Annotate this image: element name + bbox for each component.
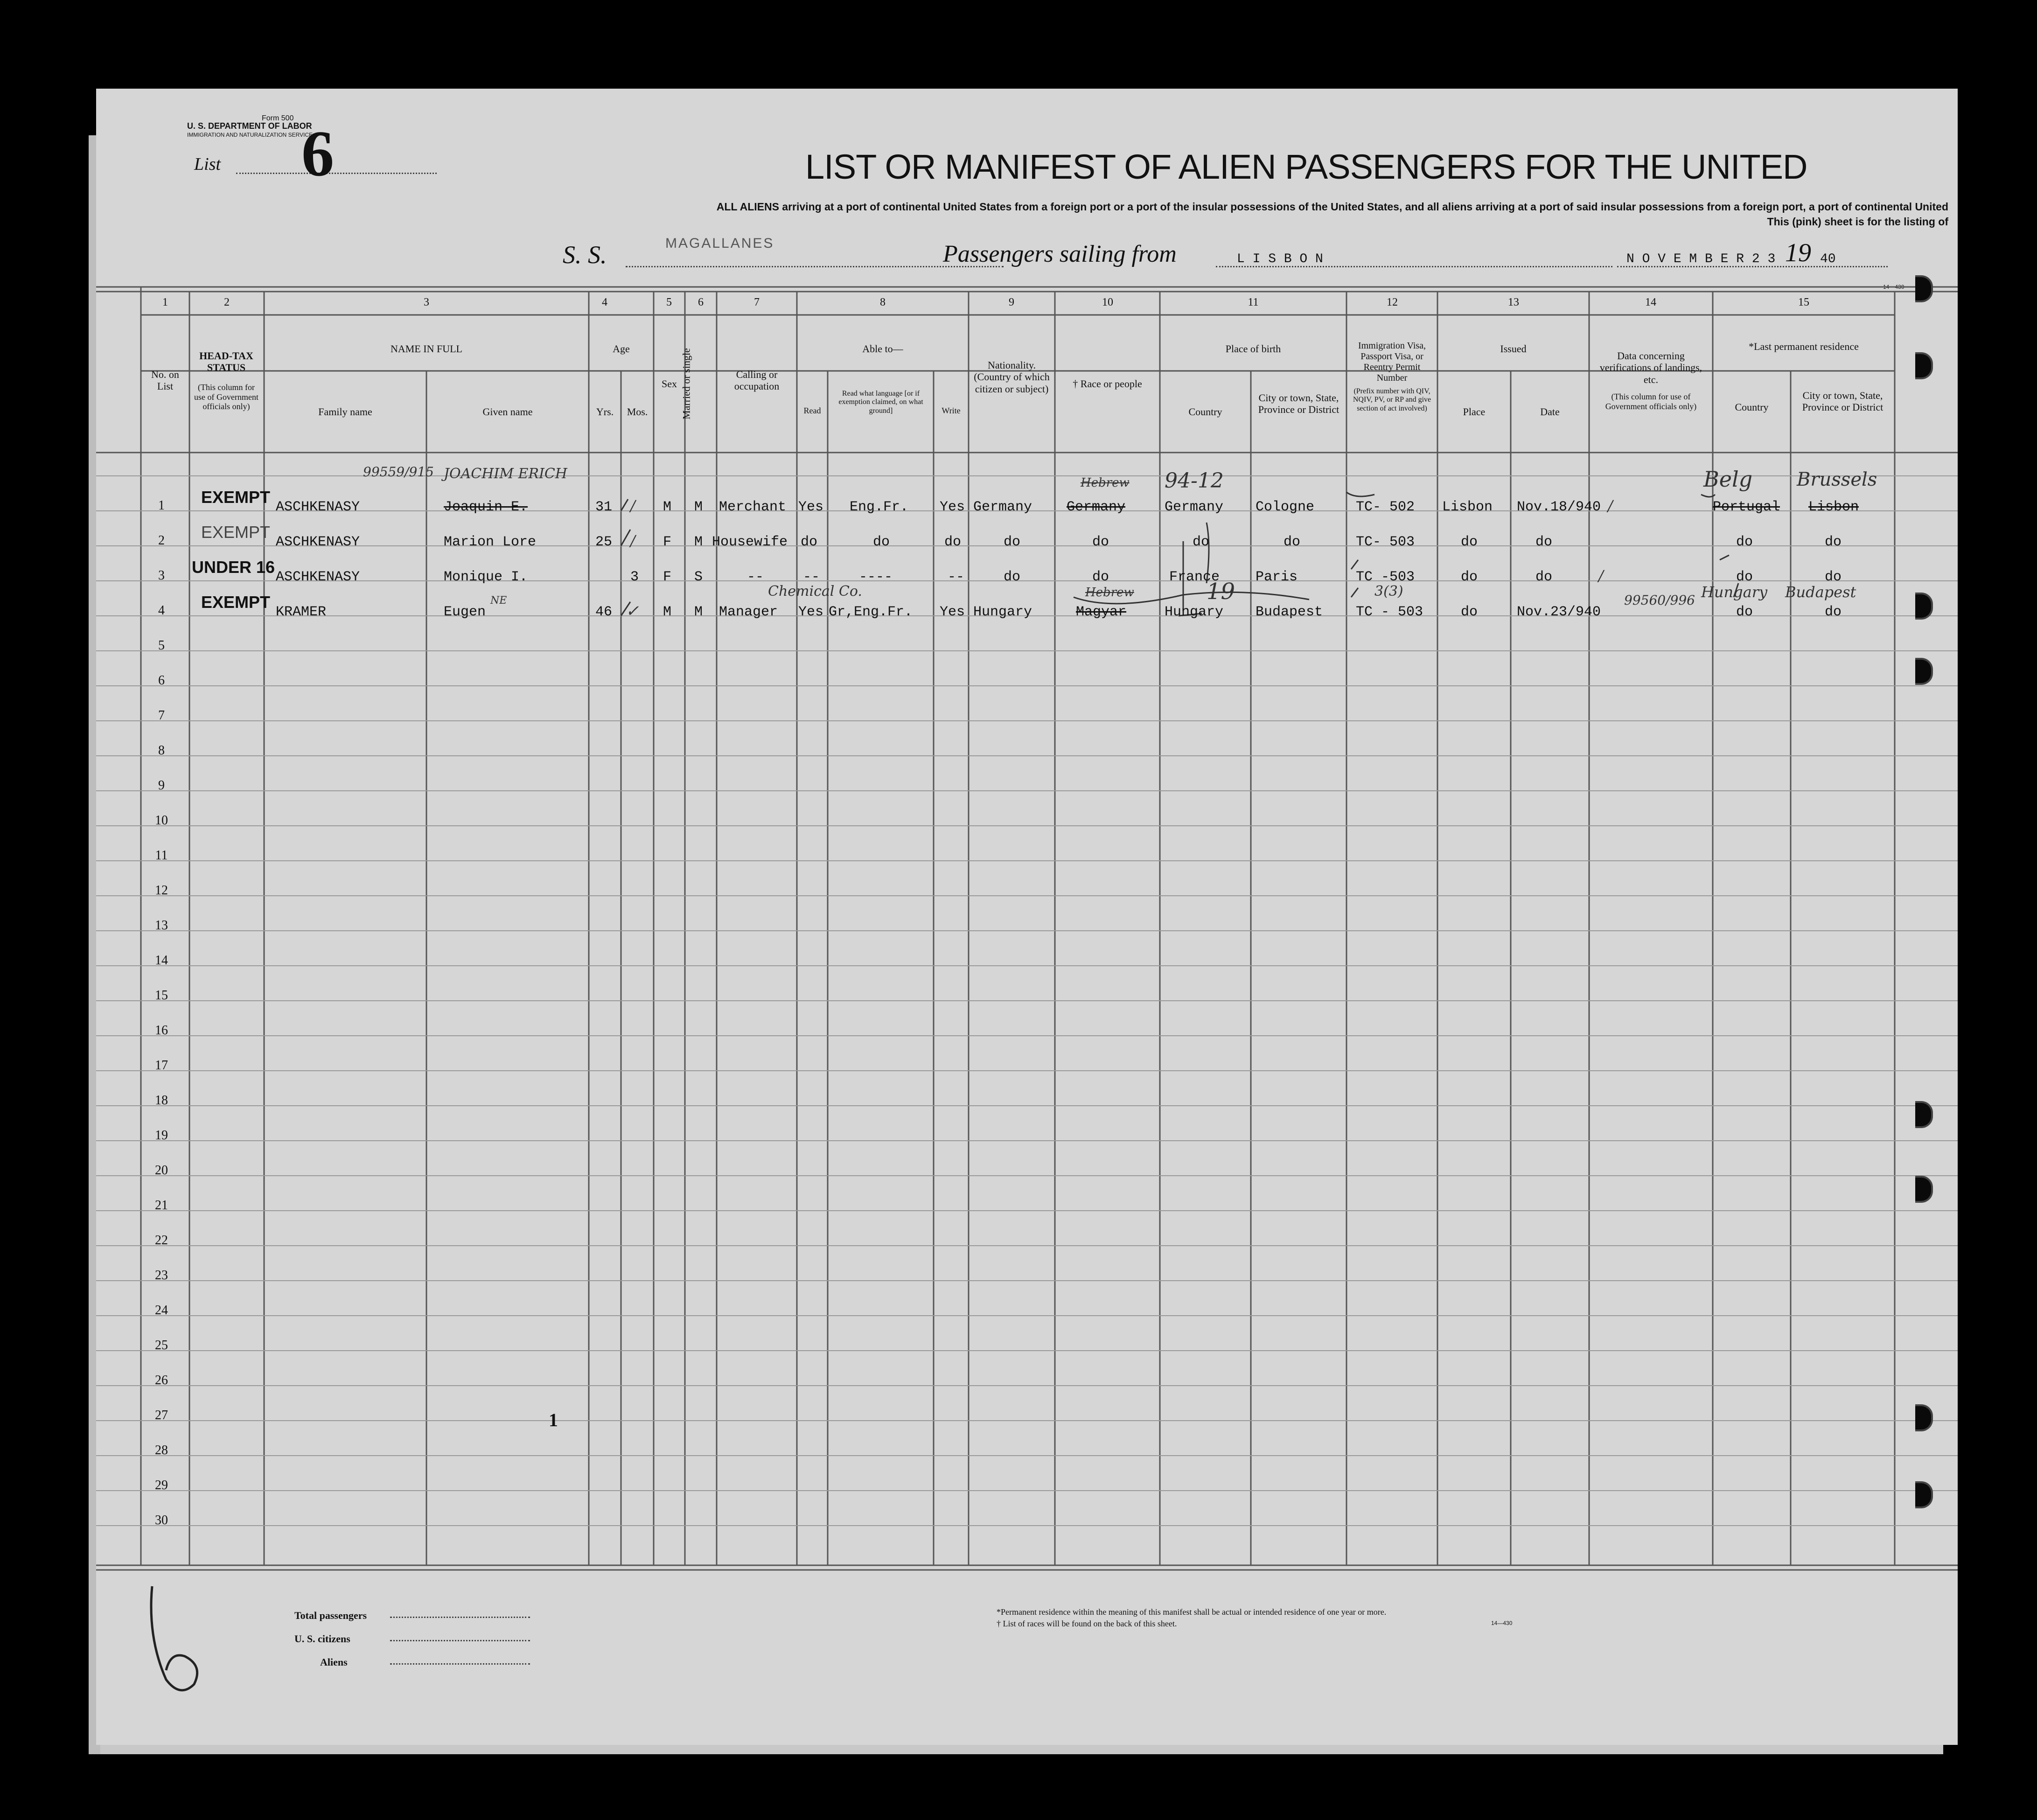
issued-date: Nov.23/940 [1517, 604, 1601, 620]
header-sex: Sex [662, 378, 677, 390]
read-language: ---- [859, 569, 893, 585]
header-visa: Immigration Visa, Passport Visa, or Reentry Permit Number [1358, 341, 1426, 383]
col-number: 7 [754, 296, 760, 308]
race-note: Hebrew [1085, 586, 1134, 600]
marital-status: S [694, 569, 703, 585]
header-nationality: Nationality. (Country of which citizen or subject) [974, 359, 1050, 395]
occupation: -- [747, 569, 764, 585]
sex: M [663, 604, 672, 620]
footnote-races: † List of races will be found on the back of this sheet. [997, 1619, 1177, 1628]
line-number: 8 [158, 743, 165, 758]
line-number: 10 [155, 813, 168, 828]
ship-name: MAGALLANES [665, 236, 774, 251]
col-number: 2 [224, 296, 230, 308]
birth-city: Paris [1256, 569, 1298, 585]
col-number: 15 [1798, 296, 1809, 308]
col-number: 10 [1102, 296, 1113, 308]
year-suffix: 40 [1820, 252, 1836, 266]
visa-number: TC -503 [1356, 569, 1415, 585]
date-month: N O V E M B E R 2 3 [1626, 252, 1776, 266]
margin-handwritten-number [133, 1582, 227, 1703]
read-language: do [873, 534, 890, 550]
header-yrs: Yrs. [596, 406, 614, 418]
list-number: 6 [301, 118, 334, 190]
col-number: 4 [602, 296, 607, 308]
header-family-name: Family name [318, 406, 372, 418]
header-age: Age [613, 343, 630, 355]
line-number: 16 [155, 1023, 168, 1038]
footer-code: 14—430 [1491, 1620, 1513, 1626]
race: Magyar [1076, 604, 1127, 620]
visa-number: TC- 503 [1356, 534, 1415, 550]
header-res-city: City or town, State, Province or District [1802, 390, 1884, 413]
manifest-sheet [96, 89, 1958, 1745]
year-prefix: 19 [1785, 238, 1811, 267]
check-mark: / [630, 532, 635, 550]
line-number: 13 [155, 918, 168, 933]
can-read: Yes [798, 604, 824, 620]
col-number: 12 [1387, 296, 1398, 308]
can-read: -- [803, 569, 820, 585]
line-number: 20 [155, 1163, 168, 1178]
header-read-lang: Read what language [or if exemption claimed, on what ground] [838, 390, 923, 415]
form-number: Form 500 [262, 114, 294, 122]
header-issued: Issued [1500, 343, 1527, 355]
can-write: -- [948, 569, 965, 585]
header-res-country: Country [1735, 401, 1769, 413]
header-head-tax-note: (This column for use of Government officials only) [194, 383, 258, 411]
issued-place: do [1461, 604, 1478, 620]
family-name: ASCHKENASY [276, 499, 360, 515]
birth-country: France [1169, 569, 1220, 585]
sailing-label: Passengers sailing from [943, 241, 1177, 267]
line-number: 19 [155, 1128, 168, 1143]
header-mos: Mos. [627, 406, 648, 418]
occupation-note: Chemical Co. [768, 583, 862, 600]
occupation: Merchant [719, 499, 787, 515]
header-read: Read [803, 406, 821, 415]
birth-city: Budapest [1256, 604, 1323, 620]
birth-city: Cologne [1256, 499, 1315, 515]
age-years: 31 [595, 499, 613, 515]
issued-date: do [1535, 534, 1553, 550]
age-months: 3 [630, 569, 639, 585]
sex: F [663, 534, 672, 550]
given-name: Joaquin E. [444, 499, 528, 515]
residence-city-correction: Budapest [1785, 583, 1856, 601]
header-married: Married or single [680, 348, 692, 420]
line-number: 1 [158, 498, 165, 513]
header-residence: *Last permanent residence [1749, 341, 1859, 352]
header-given-name: Given name [482, 406, 533, 418]
visa-number: TC - 503 [1356, 604, 1423, 620]
line-number: 27 [155, 1408, 168, 1423]
nationality: Hungary [973, 604, 1032, 620]
line-number: 18 [155, 1093, 168, 1108]
can-write: Yes [940, 499, 965, 515]
col-number: 6 [698, 296, 704, 308]
header-calling: Calling or occupation [734, 369, 780, 392]
col-number: 1 [162, 296, 168, 308]
residence-city: Lisbon [1808, 499, 1859, 515]
header-able-to: Able to— [862, 343, 903, 355]
issued-place: do [1461, 569, 1478, 585]
age-years: 46 [595, 604, 613, 620]
line-number: 17 [155, 1058, 168, 1073]
sex: M [663, 499, 672, 515]
birth-city: do [1284, 534, 1301, 550]
birth-country: Germany [1165, 499, 1224, 515]
race-note: Hebrew [1081, 476, 1130, 490]
nationality: do [1004, 569, 1021, 585]
col-number: 13 [1508, 296, 1519, 308]
birth-country: do [1193, 534, 1210, 550]
check-mark: ✓ [626, 602, 639, 621]
check-mark: / [1608, 497, 1613, 515]
header-pob-country: Country [1188, 406, 1222, 418]
line-number: 30 [155, 1513, 168, 1527]
head-tax-stamp: EXEMPT [201, 488, 271, 507]
line-number: 23 [155, 1268, 168, 1283]
check-mark: / [1598, 567, 1604, 585]
line-number: 21 [155, 1198, 168, 1213]
given-name-correction: JOACHIM ERICH [444, 466, 567, 482]
page-title: LIST OR MANIFEST OF ALIEN PASSENGERS FOR THE UNITED [805, 147, 1807, 186]
residence-country: do [1736, 569, 1753, 585]
col-number: 11 [1248, 296, 1259, 308]
can-read: do [801, 534, 818, 550]
line-number: 7 [158, 708, 165, 723]
line-number: 3 [158, 568, 165, 583]
line-number: 29 [155, 1478, 168, 1492]
head-tax-stamp: UNDER 16 [192, 558, 275, 577]
header-head-tax: HEAD-TAX STATUS [199, 350, 253, 374]
occupation: Manager [719, 604, 778, 620]
col-number: 9 [1009, 296, 1014, 308]
subtitle-2: This (pink) sheet is for the listing of [1767, 216, 1948, 228]
stray-mark: 1 [549, 1409, 558, 1430]
residence-city: do [1825, 569, 1842, 585]
port-name: L I S B O N [1237, 252, 1323, 266]
line-number: 9 [158, 778, 165, 793]
subtitle: ALL ALIENS arriving at a port of continental United States from a foreign port or a port of the insular possessions of the United States, and all aliens arriving at a port of said insular possessions from a foreign port, a port of continental United [716, 201, 1948, 213]
residence-country: do [1736, 604, 1753, 620]
header-issued-place: Place [1463, 406, 1486, 418]
header-no-on-list: No. on List [151, 369, 179, 392]
residence-country: Portugal [1713, 499, 1780, 515]
line-number: 5 [158, 638, 165, 653]
nationality: Germany [973, 499, 1032, 515]
can-write: do [944, 534, 962, 550]
col-number: 14 [1645, 296, 1656, 308]
occupation: Housewife [712, 534, 788, 550]
sex: F [663, 569, 672, 585]
header-race: † Race or people [1073, 378, 1142, 390]
age-years: 25 [595, 534, 613, 550]
footnote-residence: *Permanent residence within the meaning of this manifest shall be actual or intended residence of one year or more. [997, 1607, 1387, 1617]
issued-date: Nov.18/940 [1517, 499, 1601, 515]
line-number: 4 [158, 603, 165, 618]
race: do [1092, 534, 1109, 550]
col-number: 5 [666, 296, 672, 308]
birth-note: 94-12 [1165, 469, 1224, 493]
verification-number: 99560/996 [1624, 593, 1695, 608]
line-number: 26 [155, 1373, 168, 1388]
us-citizens-label: U. S. citizens [294, 1633, 350, 1645]
nationality: do [1004, 534, 1021, 550]
header-issued-date: Date [1540, 406, 1560, 418]
can-read: Yes [798, 499, 824, 515]
header-name-in-full: NAME IN FULL [391, 343, 462, 355]
line-number: 28 [155, 1443, 168, 1457]
header-write: Write [942, 406, 961, 415]
header-pob-city: City or town, State, Province or District [1258, 392, 1339, 416]
family-name: ASCHKENASY [276, 569, 360, 585]
race: do [1092, 569, 1109, 585]
residence-city: do [1825, 534, 1842, 550]
visa-note: 3(3) [1374, 583, 1403, 600]
file-number: 99559/915 [363, 464, 434, 480]
family-name: KRAMER [276, 604, 327, 620]
aliens-line [390, 1663, 530, 1665]
col-number: 8 [880, 296, 886, 308]
line-number: 22 [155, 1233, 168, 1248]
header-verifications: Data concerning verifications of landings, etc. [1599, 350, 1702, 385]
check-mark: / [630, 497, 635, 515]
head-tax-stamp: EXEMPT [201, 593, 271, 612]
birth-note: 19 [1207, 579, 1235, 605]
issued-date: do [1535, 569, 1553, 585]
issued-place: Lisbon [1442, 499, 1493, 515]
residence-country-correction: Hungary [1701, 583, 1768, 601]
header-place-of-birth: Place of birth [1225, 343, 1281, 355]
read-language: Gr,Eng.Fr. [829, 604, 913, 620]
header-verif-note: (This column for use of Government officials only) [1605, 392, 1697, 411]
read-language: Eng.Fr. [850, 499, 909, 515]
residence-city: do [1825, 604, 1842, 620]
issued-place: do [1461, 534, 1478, 550]
line-number: 11 [155, 848, 168, 863]
given-name-suffix: NE [490, 595, 507, 607]
marital-status: M [694, 534, 703, 550]
given-name: Marion Lore [444, 534, 537, 550]
marital-status: M [694, 499, 703, 515]
race: Germany [1067, 499, 1126, 515]
line-number: 2 [158, 533, 165, 548]
line-number: 6 [158, 673, 165, 688]
line-number: 12 [155, 883, 168, 898]
marital-status: M [694, 604, 703, 620]
residence-country-correction: Belg [1703, 467, 1753, 492]
can-write: Yes [940, 604, 965, 620]
line-number: 15 [155, 988, 168, 1003]
total-passengers-line [390, 1617, 530, 1618]
line-number: 24 [155, 1303, 168, 1318]
ss-label: S. S. [563, 241, 607, 269]
us-citizens-line [390, 1640, 530, 1641]
line-number: 14 [155, 953, 168, 968]
given-name: Eugen [444, 604, 486, 620]
visa-number: TC- 502 [1356, 499, 1415, 515]
form-code: 14—430 [1883, 284, 1904, 290]
given-name: Monique I. [444, 569, 528, 585]
department: U. S. DEPARTMENT OF LABOR [187, 121, 312, 131]
total-passengers-label: Total passengers [294, 1610, 367, 1621]
col-number: 3 [424, 296, 429, 308]
residence-city-correction: Brussels [1797, 469, 1877, 490]
line-number: 25 [155, 1338, 168, 1353]
head-tax-stamp: EXEMPT [201, 523, 271, 542]
list-label: List [194, 154, 221, 174]
family-name: ASCHKENASY [276, 534, 360, 550]
residence-country: do [1736, 534, 1753, 550]
birth-country: Hungary [1165, 604, 1224, 620]
manifest-grid [96, 89, 1958, 1745]
aliens-label: Aliens [320, 1656, 348, 1668]
header-visa-note: (Prefix number with QIV, NQIV, PV, or RP and give section of act involved) [1353, 387, 1431, 412]
service: IMMIGRATION AND NATURALIZATION SERVICE [187, 132, 313, 138]
